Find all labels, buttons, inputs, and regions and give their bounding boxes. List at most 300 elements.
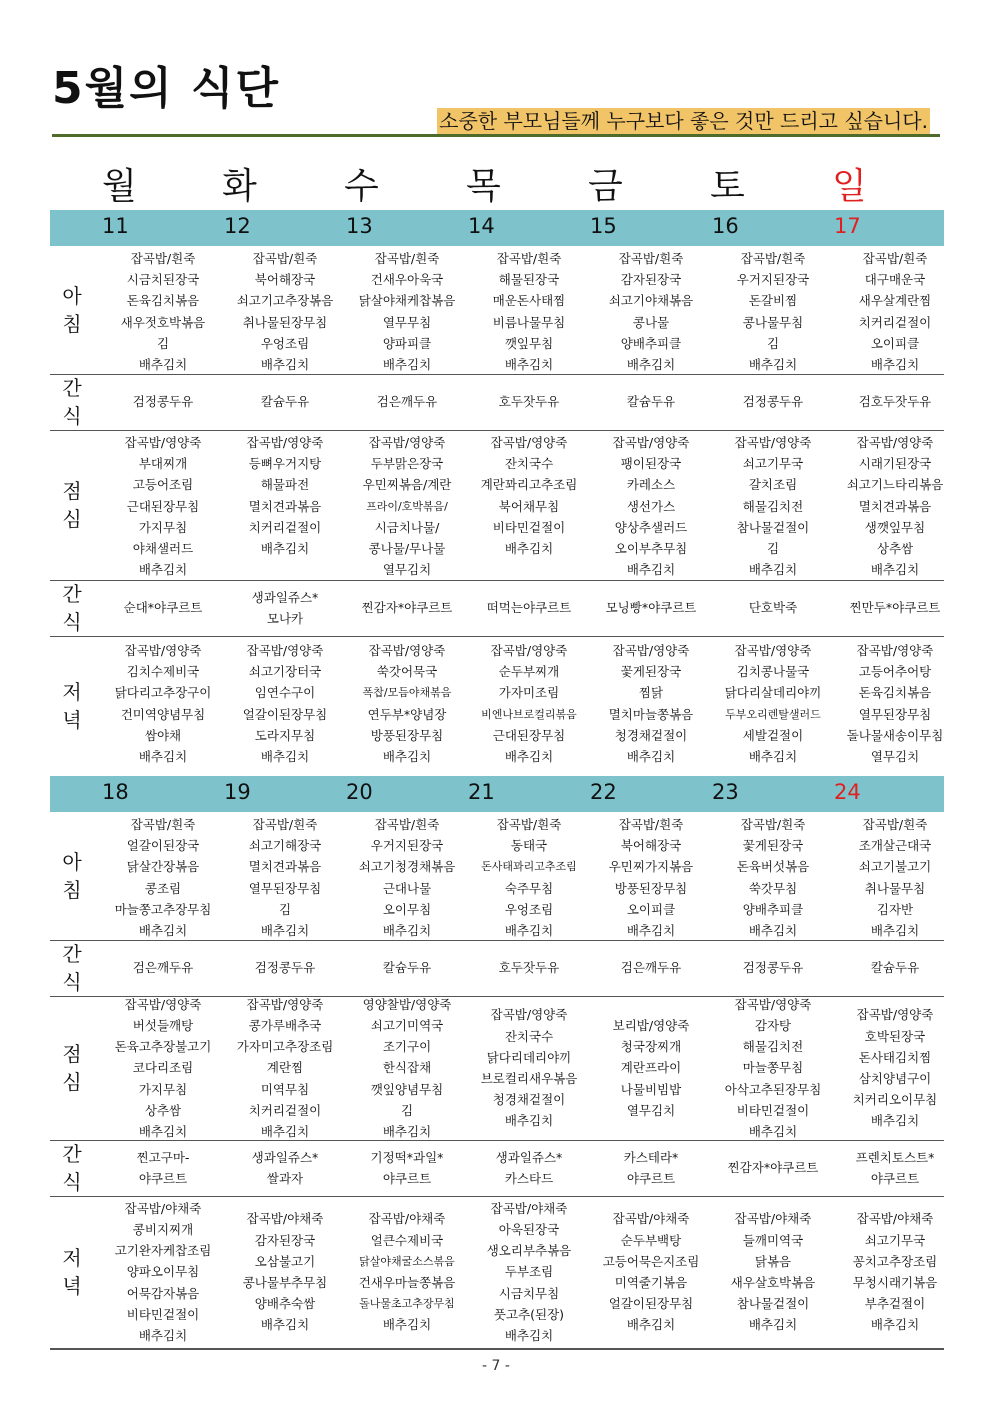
menu-item: 잡곡밥/흰죽 xyxy=(618,251,684,266)
menu-cell xyxy=(590,1140,712,1196)
menu-cell xyxy=(346,246,468,374)
menu-item: 우민찌가지볶음 xyxy=(608,859,694,875)
menu-item: 열무된장무침 xyxy=(858,706,932,722)
menu-cell xyxy=(224,1140,346,1196)
menu-cell xyxy=(468,580,590,636)
menu-item: 쇠고기고추장볶음 xyxy=(236,293,334,309)
menu-item: 김 xyxy=(278,901,292,917)
menu-item: 배추김치 xyxy=(260,1124,310,1140)
menu-item: 김 xyxy=(400,1102,414,1118)
menu-item: 잡곡밥/영양죽 xyxy=(490,643,568,658)
menu-item: 조기구이 xyxy=(382,1039,432,1055)
menu-item: 콩조림 xyxy=(144,880,182,896)
menu-item: 잡곡밥/흰죽 xyxy=(252,817,318,832)
menu-item: 쇠고기해장국 xyxy=(248,838,322,854)
menu-cell xyxy=(346,580,468,636)
menu-item: 얼갈이된장무침 xyxy=(242,706,328,722)
menu-cell xyxy=(834,246,956,374)
menu-item: 취나물된장무침 xyxy=(242,314,328,330)
menu-item: 숙주무침 xyxy=(504,880,554,896)
page-title: 5월의 식단 xyxy=(52,63,280,114)
menu-item: 콩나물 xyxy=(632,314,670,330)
meal-label-char: 간 xyxy=(62,376,82,400)
menu-item: 검은깨두유 xyxy=(620,960,682,976)
meal-row-dinner xyxy=(50,1196,944,1350)
menu-item: 잡곡밥/야채죽 xyxy=(734,1211,812,1227)
menu-item: 얼큰수제비국 xyxy=(370,1232,444,1248)
menu-cell xyxy=(224,812,346,940)
menu-item: 우엉조림 xyxy=(260,335,310,351)
menu-item: 쇠고기야채볶음 xyxy=(608,293,694,309)
menu-cell xyxy=(834,580,956,636)
menu-item: 쇠고기청경채볶음 xyxy=(358,859,456,875)
menu-item: 잡곡밥/흰죽 xyxy=(862,251,928,266)
menu-item: 매운돈사태찜 xyxy=(492,293,566,309)
menu-item: 검호두잣두유 xyxy=(858,394,932,410)
menu-cell xyxy=(712,374,834,430)
menu-item: 꽃게된장국 xyxy=(742,838,804,854)
menu-item: 단호박죽 xyxy=(748,600,798,616)
menu-item: 잡곡밥/영양죽 xyxy=(368,435,446,450)
menu-item: 잡곡밥/영양죽 xyxy=(734,435,812,450)
menu-cell xyxy=(712,246,834,374)
menu-item: 잡곡밥/흰죽 xyxy=(862,817,928,832)
menu-item: 생과일쥬스* xyxy=(495,1149,563,1165)
menu-item: 닭살야채굴소스볶음 xyxy=(359,1254,455,1268)
menu-item: 잡곡밥/흰죽 xyxy=(374,251,440,266)
meal-label-char: 아 xyxy=(62,850,82,874)
menu-item: 양배추피클 xyxy=(742,901,804,917)
menu-item: 검은깨두유 xyxy=(132,960,194,976)
menu-item: 배추김치 xyxy=(138,923,188,939)
menu-item: 시금치된장국 xyxy=(126,272,200,288)
menu-item: 보리밥/영양죽 xyxy=(612,1017,690,1033)
menu-item: 배추김치 xyxy=(748,562,798,578)
menu-item: 콩가루배추국 xyxy=(248,1018,322,1033)
menu-item: 찐만두*야쿠르트 xyxy=(849,600,941,616)
date-number: 19 xyxy=(224,780,251,804)
menu-item: 북어해장국 xyxy=(254,272,316,288)
menu-item: 새우살계란찜 xyxy=(858,293,932,309)
menu-cell xyxy=(834,1140,956,1196)
menu-item: 생오리부추볶음 xyxy=(486,1243,572,1259)
menu-cell xyxy=(468,374,590,430)
menu-item: 해물김치전 xyxy=(742,498,804,514)
menu-item: 감자된장국 xyxy=(620,272,682,288)
menu-item: 돈육고추장불고기 xyxy=(114,1039,212,1055)
menu-item: 우거지된장국 xyxy=(370,838,444,854)
menu-item: 배추김치 xyxy=(382,923,432,939)
menu-item: 멸치견과볶음 xyxy=(248,859,322,875)
menu-item: 카스테라* xyxy=(623,1149,679,1165)
menu-item: 쑥갓어묵국 xyxy=(376,664,438,680)
menu-item: 김 xyxy=(766,541,780,557)
meal-label-char: 녁 xyxy=(62,1274,82,1298)
menu-cell xyxy=(712,1140,834,1196)
menu-item: 시금치무침 xyxy=(498,1285,560,1301)
menu-item: 잡곡밥/영양죽 xyxy=(246,643,324,658)
menu-item: 배추김치 xyxy=(870,562,920,578)
weekday-fri: 금 xyxy=(588,166,623,207)
menu-item: 어묵감자볶음 xyxy=(126,1285,200,1301)
meal-row-snack-am xyxy=(50,374,944,431)
date-bar xyxy=(50,776,944,812)
menu-item: 잡곡밥/야채죽 xyxy=(368,1211,446,1227)
menu-item: 우민찌볶음/계란 xyxy=(362,477,452,493)
menu-item: 김 xyxy=(156,335,170,351)
menu-item: 돌나물초고추장무침 xyxy=(359,1297,455,1311)
weekday-sun: 일 xyxy=(832,166,867,207)
menu-item: 상추쌈 xyxy=(876,541,914,557)
menu-item: 김치수제비국 xyxy=(126,664,200,680)
menu-item: 칼슘두유 xyxy=(870,960,920,976)
menu-item: 잡곡밥/흰죽 xyxy=(130,817,196,832)
menu-item: 고등어묵은지조림 xyxy=(602,1253,700,1269)
menu-item: 모닝빵*야쿠르트 xyxy=(605,600,697,616)
menu-cell xyxy=(834,812,956,940)
menu-cell xyxy=(346,1196,468,1348)
menu-item: 배추김치 xyxy=(626,923,676,939)
menu-item: 오이부추무침 xyxy=(614,541,688,557)
menu-item: 배추김치 xyxy=(748,923,798,939)
menu-item: 고등어조림 xyxy=(132,477,194,493)
menu-item: 열무무침 xyxy=(382,314,432,330)
menu-item: 배추김치 xyxy=(504,357,554,373)
meal-label-char: 식 xyxy=(62,970,82,994)
menu-item: 꽁치고추장조림 xyxy=(852,1253,938,1269)
subtitle-banner: 소중한 부모님들께 누구보다 좋은 것만 드리고 싶습니다. xyxy=(439,109,928,133)
menu-item: 아삭고추된장무침 xyxy=(724,1081,822,1097)
menu-item: 건새우아욱국 xyxy=(370,272,444,288)
menu-item: 잡곡밥/영양죽 xyxy=(368,643,446,658)
menu-cell xyxy=(834,1196,956,1348)
meal-label xyxy=(50,246,94,374)
menu-item: 배추김치 xyxy=(626,749,676,765)
menu-item: 찐고구마- xyxy=(136,1149,190,1165)
menu-item: 배추김치 xyxy=(504,749,554,765)
meal-label xyxy=(50,430,94,580)
weekday-thu: 목 xyxy=(466,166,501,207)
menu-item: 양배추숙쌈 xyxy=(254,1296,316,1312)
meal-label-char: 식 xyxy=(62,1170,82,1194)
menu-item: 버섯들깨탕 xyxy=(132,1018,194,1033)
menu-item: 잡곡밥/영양죽 xyxy=(490,435,568,450)
menu-item: 칼슘두유 xyxy=(382,960,432,976)
menu-item: 팽이된장국 xyxy=(620,456,682,472)
menu-item: 닭다리데리야끼 xyxy=(486,1049,572,1065)
menu-item: 잡곡밥/흰죽 xyxy=(618,817,684,832)
menu-item: 영양찰밥/영양죽 xyxy=(362,996,452,1012)
menu-item: 호두잣두유 xyxy=(498,960,560,976)
menu-cell xyxy=(468,996,590,1140)
menu-cell xyxy=(590,246,712,374)
menu-item: 배추김치 xyxy=(504,1113,554,1129)
menu-item: 콩비지찌개 xyxy=(132,1221,194,1237)
menu-item: 순대*야쿠르트 xyxy=(123,600,203,616)
menu-item: 동태국 xyxy=(510,838,548,854)
menu-item: 고기완자케찹조림 xyxy=(114,1243,212,1259)
menu-cell xyxy=(834,430,956,580)
menu-cell xyxy=(712,996,834,1140)
weekday-sat: 토 xyxy=(710,166,745,207)
menu-item: 배추김치 xyxy=(870,357,920,373)
date-number: 23 xyxy=(712,780,739,804)
menu-item: 마늘쫑고추장무침 xyxy=(114,901,212,917)
menu-cell xyxy=(712,1196,834,1348)
menu-item: 가지무침 xyxy=(138,519,188,535)
meal-row-lunch xyxy=(50,996,944,1141)
menu-item: 들깨미역국 xyxy=(742,1232,804,1248)
menu-item: 치커리겉절이 xyxy=(858,314,932,330)
menu-item: 칼슘두유 xyxy=(260,394,310,410)
menu-cell xyxy=(224,580,346,636)
menu-item: 프라이/호박볶음/ xyxy=(366,499,448,513)
menu-item: 배추김치 xyxy=(748,749,798,765)
menu-item: 근대나물 xyxy=(382,880,432,896)
menu-item: 시래기된장국 xyxy=(858,456,932,472)
meal-label-char: 식 xyxy=(62,610,82,634)
menu-cell xyxy=(712,430,834,580)
menu-item: 검은깨두유 xyxy=(376,394,438,410)
menu-item: 배추김치 xyxy=(626,1317,676,1333)
date-number: 18 xyxy=(102,780,129,804)
menu-item: 연두부*양념장 xyxy=(367,706,447,722)
menu-item: 비타민겉절이 xyxy=(492,519,566,535)
menu-cell xyxy=(590,636,712,776)
weekday-header xyxy=(50,158,944,208)
menu-item: 김자반 xyxy=(876,901,914,917)
menu-item: 배추김치 xyxy=(138,562,188,578)
meal-label-char: 녁 xyxy=(62,708,82,732)
menu-cell xyxy=(834,996,956,1140)
menu-item: 쌈야채 xyxy=(144,727,182,743)
meal-row-breakfast xyxy=(50,812,944,941)
menu-item: 생깻잎무침 xyxy=(864,519,926,535)
menu-item: 돈사태김치찜 xyxy=(858,1049,932,1065)
menu-item: 쑥갓무침 xyxy=(748,880,798,896)
meal-label xyxy=(50,1196,94,1348)
menu-cell xyxy=(224,374,346,430)
menu-item: 배추김치 xyxy=(382,1124,432,1140)
menu-item: 검정콩두유 xyxy=(742,960,804,976)
meal-row-snack-am xyxy=(50,940,944,997)
menu-item: 잡곡밥/영양죽 xyxy=(612,435,690,450)
menu-item: 카스타드 xyxy=(504,1171,554,1186)
meal-row-lunch xyxy=(50,430,944,581)
menu-item: 검정콩두유 xyxy=(742,394,804,410)
menu-item: 찐감자*야쿠르트 xyxy=(361,600,453,616)
menu-item: 코다리조림 xyxy=(132,1060,194,1076)
menu-item: 생과일쥬스* xyxy=(251,1149,319,1165)
menu-cell xyxy=(590,1196,712,1348)
menu-item: 쌀과자 xyxy=(266,1171,304,1186)
meal-label xyxy=(50,940,94,996)
menu-cell xyxy=(224,940,346,996)
menu-item: 기정떡*과일* xyxy=(370,1149,444,1165)
menu-cell xyxy=(834,940,956,996)
date-number: 12 xyxy=(224,214,251,238)
menu-item: 잔치국수 xyxy=(504,1028,554,1044)
menu-item: 한식잡채 xyxy=(382,1060,432,1076)
menu-item: 콩나물/무나물 xyxy=(368,541,446,557)
date-number: 14 xyxy=(468,214,495,238)
menu-item: 닭볶음 xyxy=(754,1253,792,1269)
menu-item: 모나카 xyxy=(266,611,304,626)
menu-item: 배추김치 xyxy=(382,749,432,765)
date-number: 22 xyxy=(590,780,617,804)
menu-cell xyxy=(102,580,224,636)
menu-item: 카레소스 xyxy=(626,477,676,493)
menu-item: 닭살간장볶음 xyxy=(126,859,200,875)
menu-item: 멸치견과볶음 xyxy=(248,498,322,514)
menu-item: 해물김치전 xyxy=(742,1039,804,1055)
menu-item: 계란꽈리고추조림 xyxy=(480,477,578,493)
menu-item: 배추김치 xyxy=(870,923,920,939)
menu-item: 가자미조림 xyxy=(498,685,560,701)
menu-item: 브로컬리새우볶음 xyxy=(480,1071,578,1086)
menu-item: 미역무침 xyxy=(260,1081,310,1097)
menu-item: 양파피클 xyxy=(382,335,432,351)
menu-item: 배추김치 xyxy=(138,1328,188,1343)
menu-cell xyxy=(346,374,468,430)
menu-item: 오이피클 xyxy=(626,901,676,917)
menu-item: 북어해장국 xyxy=(620,838,682,854)
date-number: 17 xyxy=(834,214,861,238)
meal-label xyxy=(50,1140,94,1196)
menu-item: 우거지된장국 xyxy=(736,272,810,288)
menu-item: 배추김치 xyxy=(626,562,676,578)
weekday-tue: 화 xyxy=(222,166,257,207)
meal-label-char: 간 xyxy=(62,582,82,606)
meal-label-char: 아 xyxy=(62,284,82,308)
menu-item: 갈치조림 xyxy=(748,477,798,493)
menu-cell xyxy=(834,636,956,776)
menu-cell xyxy=(468,812,590,940)
menu-item: 부대찌개 xyxy=(138,456,188,472)
menu-cell xyxy=(224,246,346,374)
menu-item: 잡곡밥/흰죽 xyxy=(496,251,562,266)
menu-item: 쇠고기미역국 xyxy=(370,1018,444,1033)
menu-item: 양파오이무침 xyxy=(126,1264,200,1280)
menu-cell xyxy=(224,430,346,580)
menu-item: 잡곡밥/영양죽 xyxy=(856,643,934,658)
menu-item: 잡곡밥/영양죽 xyxy=(856,1007,934,1023)
date-number: 24 xyxy=(834,780,861,804)
menu-cell xyxy=(590,940,712,996)
menu-cell xyxy=(102,812,224,940)
menu-item: 청경채겉절이 xyxy=(492,1092,566,1108)
menu-item: 무청시래기볶음 xyxy=(852,1275,938,1290)
menu-item: 폭찹/모듬야채볶음 xyxy=(362,686,452,700)
menu-cell xyxy=(712,940,834,996)
menu-item: 잔치국수 xyxy=(504,456,554,472)
menu-cell xyxy=(712,580,834,636)
menu-item: 열무된장무침 xyxy=(248,880,322,896)
menu-item: 호두잣두유 xyxy=(498,394,560,410)
menu-item: 잡곡밥/영양죽 xyxy=(856,435,934,450)
menu-item: 돈육버섯볶음 xyxy=(736,859,810,875)
menu-item: 돈갈비찜 xyxy=(748,293,798,309)
menu-cell xyxy=(468,430,590,580)
menu-item: 배추김치 xyxy=(260,749,310,765)
menu-cell xyxy=(346,430,468,580)
menu-cell xyxy=(102,996,224,1140)
menu-cell xyxy=(834,374,956,430)
menu-item: 닭다리고추장구이 xyxy=(114,685,212,701)
menu-item: 잡곡밥/야채죽 xyxy=(246,1211,324,1227)
menu-item: 가지무침 xyxy=(138,1081,188,1097)
menu-item: 두부조림 xyxy=(504,1264,554,1280)
menu-item: 계란프라이 xyxy=(620,1060,682,1076)
menu-item: 근대된장무침 xyxy=(492,727,566,743)
menu-item: 순두부백탕 xyxy=(620,1232,682,1248)
menu-item: 호박된장국 xyxy=(864,1028,926,1044)
meal-label xyxy=(50,812,94,940)
menu-item: 잡곡밥/영양죽 xyxy=(124,435,202,450)
date-number: 15 xyxy=(590,214,617,238)
menu-item: 해물파전 xyxy=(260,477,310,493)
meal-row-breakfast xyxy=(50,246,944,375)
menu-cell xyxy=(102,940,224,996)
menu-item: 양배추피클 xyxy=(620,335,682,351)
menu-cell xyxy=(102,246,224,374)
menu-item: 조개살근대국 xyxy=(858,838,932,854)
menu-item: 잡곡밥/영양죽 xyxy=(612,643,690,658)
menu-item: 비름나물무침 xyxy=(492,314,566,330)
meal-label-char: 침 xyxy=(62,312,82,336)
menu-cell xyxy=(102,1196,224,1348)
meal-label-char: 간 xyxy=(62,942,82,966)
meal-label-char: 침 xyxy=(62,878,82,902)
meal-label-char: 저 xyxy=(62,680,82,704)
menu-cell xyxy=(224,636,346,776)
meal-label-char: 심 xyxy=(62,507,82,531)
menu-cell xyxy=(468,246,590,374)
menu-item: 감자탕 xyxy=(754,1018,792,1033)
menu-cell xyxy=(590,580,712,636)
menu-item: 해물된장국 xyxy=(498,272,560,288)
menu-item: 김치콩나물국 xyxy=(736,664,810,680)
menu-item: 비타민겉절이 xyxy=(736,1102,810,1118)
menu-cell xyxy=(468,1140,590,1196)
menu-item: 배추김치 xyxy=(748,1317,798,1333)
menu-item: 비타민겉절이 xyxy=(126,1306,200,1322)
menu-item: 잡곡밥/야채죽 xyxy=(856,1211,934,1227)
menu-item: 배추김치 xyxy=(260,923,310,939)
menu-item: 아욱된장국 xyxy=(498,1221,560,1237)
menu-cell xyxy=(590,996,712,1140)
menu-item: 참나물겉절이 xyxy=(736,519,810,535)
menu-item: 등뼈우거지탕 xyxy=(248,456,322,472)
meal-label-char: 점 xyxy=(62,1042,82,1066)
menu-item: 배추김치 xyxy=(138,749,188,765)
menu-item: 깻잎양념무침 xyxy=(370,1081,444,1097)
menu-item: 프렌치토스트* xyxy=(855,1149,935,1165)
menu-item: 얼갈이된장국 xyxy=(126,838,200,854)
menu-item: 야쿠르트 xyxy=(626,1171,676,1186)
menu-item: 생과일쥬스* xyxy=(251,589,319,605)
meal-label xyxy=(50,580,94,636)
menu-item: 돈육김치볶음 xyxy=(858,685,932,701)
menu-item: 배추김치 xyxy=(870,1317,920,1333)
menu-cell xyxy=(346,636,468,776)
menu-cell xyxy=(346,812,468,940)
menu-item: 건미역양념무침 xyxy=(120,706,206,722)
menu-cell xyxy=(468,1196,590,1348)
menu-item: 참나물겉절이 xyxy=(736,1296,810,1312)
menu-item: 임연수구이 xyxy=(254,685,316,701)
menu-item: 멸치견과볶음 xyxy=(858,498,932,514)
